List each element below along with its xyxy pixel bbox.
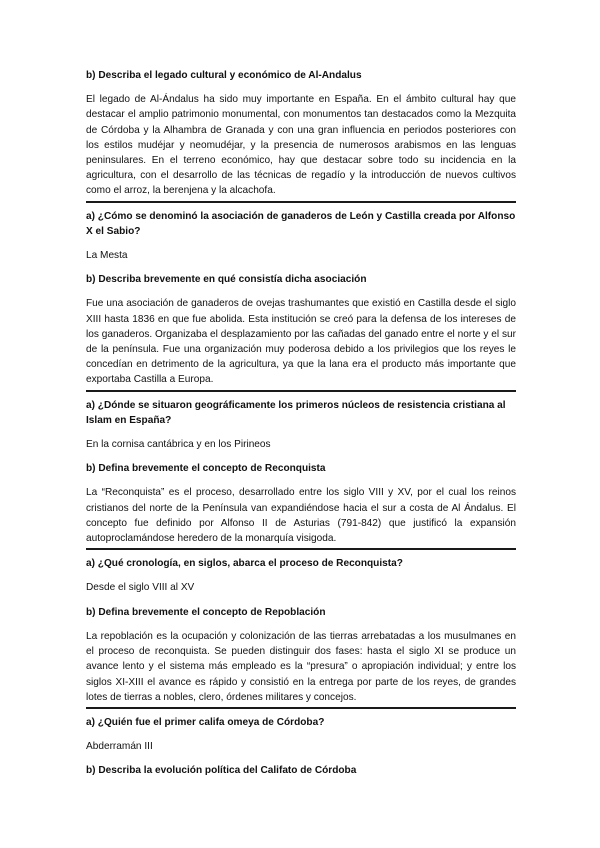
short-answer: La Mesta [86,250,128,262]
short-answer: Abderramán III [86,741,153,753]
answer-paragraph: La “Reconquista” es el proceso, desarrollado entre los siglo VIII y XV, por el cual los reinos cristianos del norte de la Península van expandiéndose hacia el sur a costa de Al Ándalus. El concepto fue definido por Alfonso II de Asturias (791-842) que justificó la expansión autoproclamándose heredero de la monarquía visigoda. [86,487,516,545]
question-heading: a) ¿Dónde se situaron geográficamente los primeros núcleos de resistencia cristiana al Islam en España? [86,399,506,426]
question-heading: a) ¿Cómo se denominó la asociación de ganaderos de León y Castilla creada por Alfonso X el Sabio? [86,210,516,237]
question-heading: b) Describa el legado cultural y económico de Al-Andalus [86,70,362,81]
question-heading: b) Defina brevemente el concepto de Repoblación [86,606,326,618]
section-divider [86,707,516,709]
answer-paragraph: El legado de Al-Ándalus ha sido muy importante en España. En el ámbito cultural hay que destacar el amplio patrimonio monumental, con monumentos tan destacados como la Mezquita de Córdoba y la Alhambra de Granada y con una gran influencia en periodos posteriores con los estilos mudéjar y neomudéjar, y la presencia de numerosos arabismos en las lenguas peninsulares. En el terreno económico, hay que destacar sobre todo su incidencia en la agricultura, con el desarrollo de las técnicas de regadío y la introducción de nuevos cultivos como el arroz, la berenjena y la alcachofa. [86,94,516,197]
question-heading: b) Describa la evolución política del Califato de Córdoba [86,765,357,777]
question-heading: b) Describa brevemente en qué consistía dicha asociación [86,274,367,286]
answer-paragraph: Fue una asociación de ganaderos de ovejas trashumantes que existió en Castilla desde el siglo XIII hasta 1836 en que fue abolida. Esta institución se creó para la defensa de los intereses de los ganaderos. Organizaba el desplazamiento por las cañadas del ganado entre el norte y el sur de la península. Fue una organización muy poderosa debido a los privilegios que los reyes le concedían en detrimento de la agricultura, ya que la lana era el producto más importante que exportaba Castilla a Europa. [86,298,516,386]
question-heading: a) ¿Quién fue el primer califa omeya de Córdoba? [86,716,325,728]
question-heading: a) ¿Qué cronología, en siglos, abarca el proceso de Reconquista? [86,558,403,570]
question-heading: b) Defina brevemente el concepto de Reconquista [86,463,326,475]
short-answer: En la cornisa cantábrica y en los Pirineos [86,439,271,451]
document-content [86,68,516,779]
section-divider [86,390,516,392]
answer-paragraph: La repoblación es la ocupación y colonización de las tierras arrebatadas a los musulmanes en el proceso de reconquista. Se pueden distinguir dos fases: hasta el siglo XI se produce un avance lento y el sistema más empleado es la “presura” o apropiación individual; y entre los siglos XI-XIII el avance es rápido y consistió en la entrega por parte de los reyes, de grandes lotes de tierras a nobles, clero, órdenes militares y concejos. [86,630,516,703]
section-divider [86,201,516,203]
short-answer: Desde el siglo VIII al XV [86,582,195,594]
section-divider [86,548,516,550]
